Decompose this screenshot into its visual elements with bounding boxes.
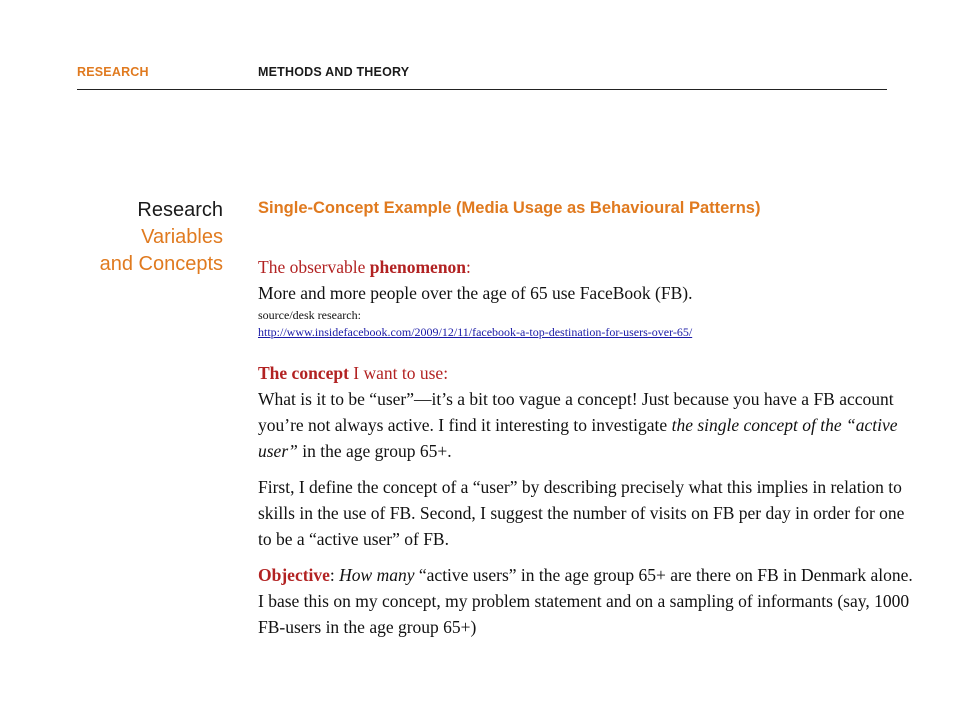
section-title: METHODS AND THEORY [258,65,410,79]
phenomenon-keyword: phenomenon [369,257,467,277]
phenomenon-block [258,254,918,341]
concept-text-b: in the age group 65+. [297,441,452,461]
concept-text-a: What is it to be “user”—it’s a bit too vague a concept! Just because you have a FB account you’re not always active. I find it interesting to investigate [258,389,894,435]
objective-keyword: Objective [258,565,330,585]
concept-heading-rest: I want to use: [348,363,449,383]
sidebar-line-research: Research [137,199,223,221]
objective-text: “active users” in the age group 65+ are there on FB in Denmark alone. I base this on my concept, my problem statement and on a sampling of informants (say, 1000 FB-users in the age group 65+) [258,565,913,637]
objective-paragraph [258,562,918,640]
source-link[interactable]: http://www.insidefacebook.com/2009/12/11/facebook-a-top-destination-for-users-over-65/ [258,325,693,339]
objective-colon: : [329,565,340,585]
sidebar-line-variables: Variables [141,226,223,248]
header-divider [77,89,887,90]
sidebar-line-concepts: and Concepts [99,253,223,275]
section-label: RESEARCH [77,65,149,79]
objective-italic: How many [339,565,415,585]
phenomenon-colon: : [466,257,471,277]
phenomenon-pre: The observable [258,257,370,277]
concept-heading [258,360,918,386]
slide-content [258,199,918,640]
concept-keyword: The concept [258,363,349,383]
definition-paragraph: First, I define the concept of a “user” by describing precisely what this implies in relation to skills in the use of FB. Second, I suggest the number of visits on FB per day in order for one to be a “active user” of FB. [258,477,905,549]
source-label: source/desk research: [258,308,361,322]
concept-text [258,386,918,464]
phenomenon-text: More and more people over the age of 65 use FaceBook (FB). [258,283,693,303]
sidebar-topic [60,197,223,278]
concept-block [258,360,918,464]
concept-text-italic: the single concept of the “active user” [258,415,898,461]
slide-title: Single-Concept Example (Media Usage as Behavioural Patterns) [258,199,761,217]
phenomenon-heading [258,254,918,280]
